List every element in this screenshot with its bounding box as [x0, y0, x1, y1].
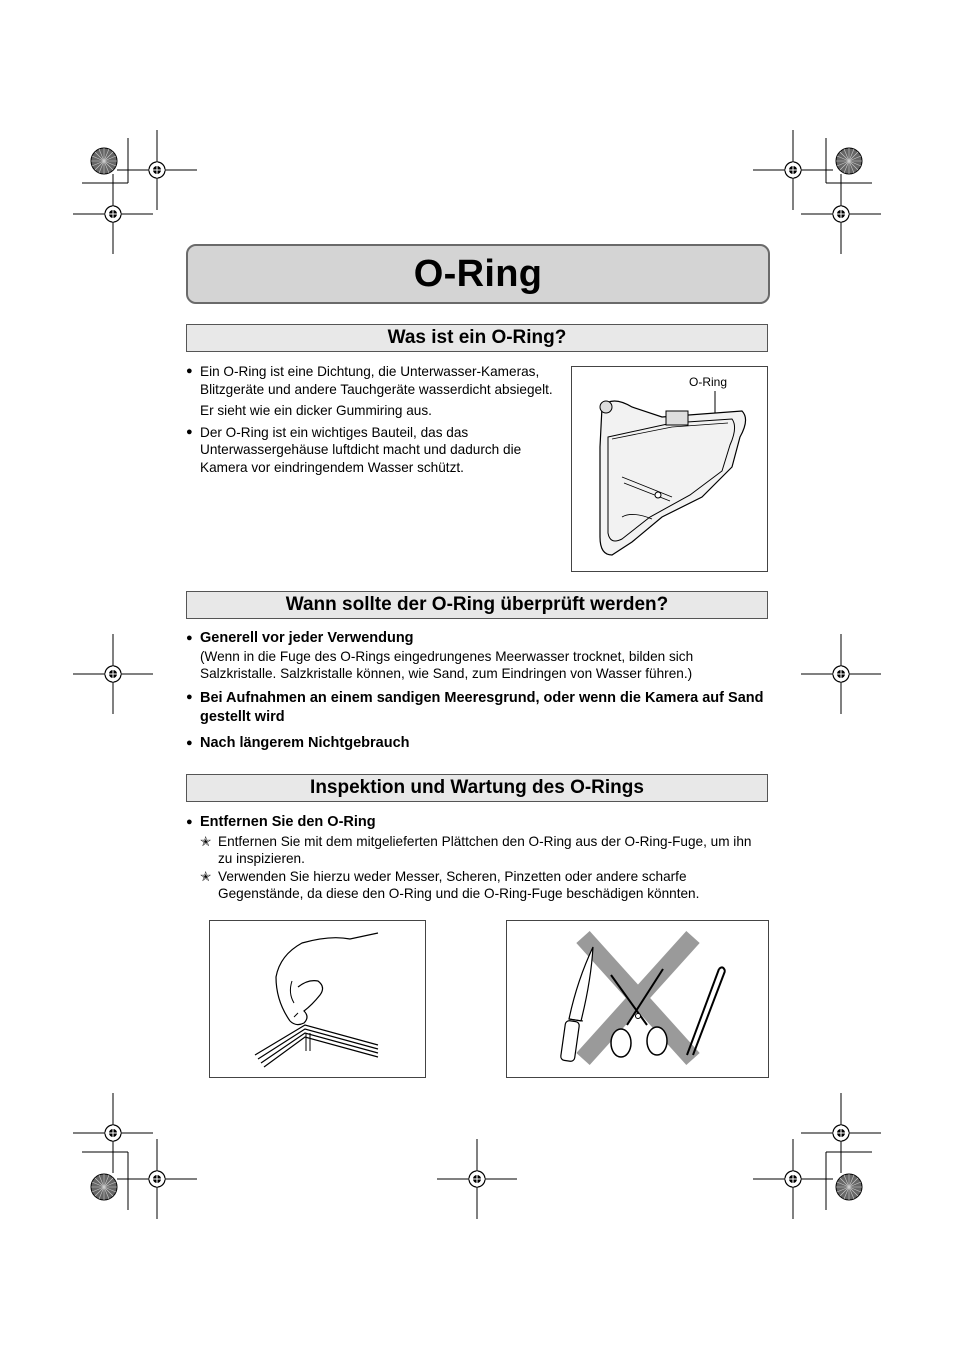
list-item: [186, 735, 766, 753]
list-item: ● Ein O-Ring ist eine Dichtung, die Unterwasser-Kameras, Blitzgeräte und andere Tauchgeräte wasserdicht absiegelt.: [186, 364, 553, 397]
crosshair-icon: [117, 1139, 197, 1219]
prohibited-tools-figure: [506, 920, 769, 1078]
crosshair-icon: [437, 1139, 517, 1219]
crosshair-icon: [73, 1093, 153, 1173]
crosshair-icon: [801, 634, 881, 714]
crosshair-icon: [753, 130, 833, 210]
crosshair-icon: [801, 1093, 881, 1173]
section-heading-what-is: Was ist ein O-Ring?: [186, 324, 768, 352]
list-item: [186, 689, 766, 727]
crosshair-icon: [117, 130, 197, 210]
hand-icon: [210, 921, 425, 1077]
section-what-is-body: [186, 363, 558, 480]
bullet-icon: ●: [186, 816, 193, 828]
item-title: Generell vor jeder Verwendung: [200, 630, 414, 646]
registration-mark-icon: [91, 148, 117, 174]
bullet-icon: ●: [186, 632, 193, 644]
list-item: [186, 814, 766, 832]
crosshair-icon: [73, 174, 153, 254]
page-title: O-Ring: [413, 252, 543, 295]
section-when-to-check-body: [186, 630, 766, 756]
list-item: [186, 630, 766, 683]
page-title-box: [186, 244, 770, 304]
prohibited-x-icon: [583, 937, 693, 1059]
star-note: ✭ Entfernen Sie mit dem mitgelieferten Plättchen den O-Ring aus der O-Ring-Fuge, um ihn zu inspizieren.: [200, 833, 752, 866]
list-item: ● Der O-Ring ist ein wichtiges Bauteil, das das Unterwassergehäuse luftdicht macht und dadurch die Kamera vor eindringendem Wasser schützt.: [186, 424, 522, 475]
item-title: Entfernen Sie den O-Ring: [200, 814, 376, 830]
section-heading-when-to-check: Wann sollte der O-Ring überprüft werden?: [186, 591, 768, 619]
registration-mark-icon: [836, 148, 862, 174]
crosshair-icon: [801, 174, 881, 254]
bullet-icon: ●: [186, 425, 193, 438]
section-inspection-body: [186, 814, 766, 903]
bullet-icon: ●: [186, 365, 193, 377]
bullet-icon: ●: [186, 736, 193, 749]
star-icon: ✭: [200, 833, 212, 849]
registration-mark-icon: [836, 1174, 862, 1200]
hand-removing-o-ring-figure: [209, 920, 426, 1078]
item-title: Nach längerem Nichtgebrauch: [200, 734, 410, 751]
figure-label-o-ring: O-Ring: [689, 375, 728, 389]
item-title: Bei Aufnahmen an einem sandigen Meeresgrund, oder wenn die Kamera auf Sand gestellt wird: [200, 689, 764, 725]
crosshair-icon: [73, 634, 153, 714]
o-ring-housing-figure: [571, 366, 768, 572]
section-heading-inspection: Inspektion und Wartung des O-Rings: [186, 774, 768, 802]
crosshair-icon: [753, 1139, 833, 1219]
tweezers-icon: [687, 967, 725, 1055]
star-icon: ✭: [200, 868, 212, 884]
item-detail: (Wenn in die Fuge des O-Rings eingedrungenes Meerwasser trocknet, bilden sich Salzkristalle. Salzkristalle können, wie Sand, zum Eindringen von Wasser führen.): [200, 648, 694, 681]
registration-mark-icon: [91, 1174, 117, 1200]
star-note: ✭ Verwenden Sie hierzu weder Messer, Scheren, Pinzetten oder andere scharfe Gegenstände, da diese den O-Ring und die O-Ring-Fuge beschädigen könnten.: [200, 868, 700, 901]
note-text: Er sieht wie ein dicker Gummiring aus.: [200, 403, 432, 418]
housing-drawing-icon: [572, 367, 767, 571]
bullet-icon: ●: [186, 690, 193, 703]
